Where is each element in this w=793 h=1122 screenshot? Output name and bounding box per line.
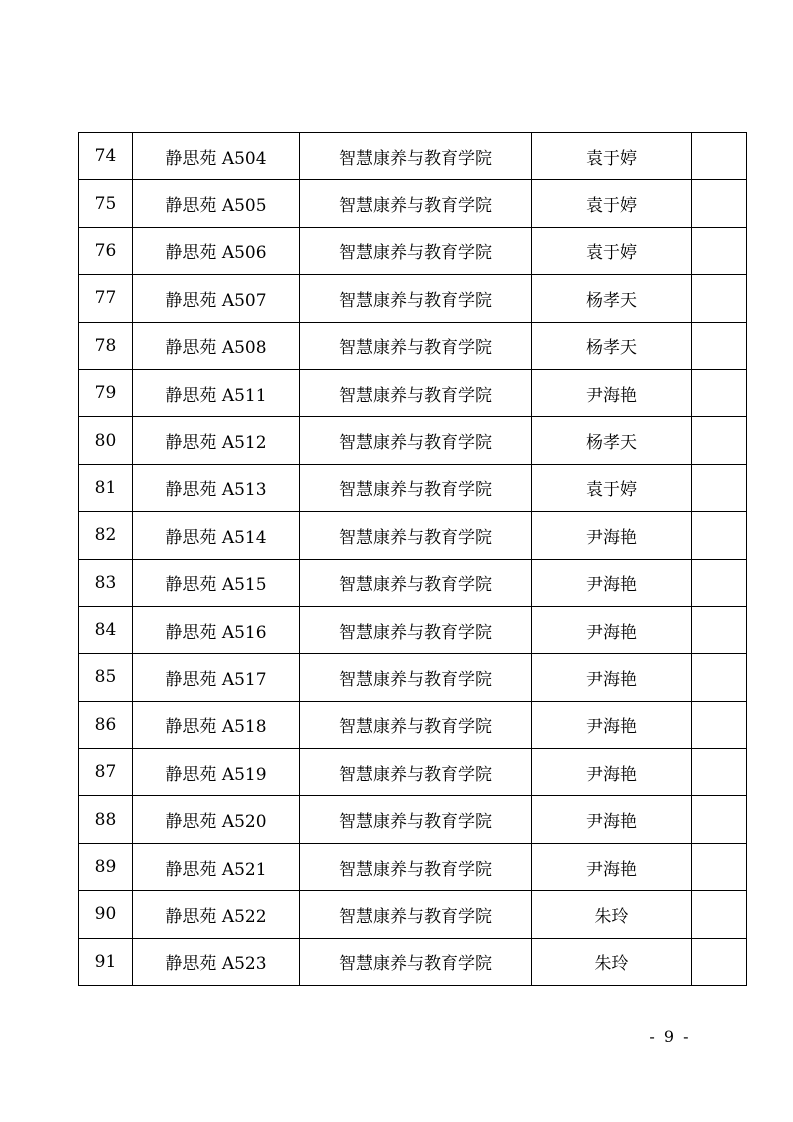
staff-name-cell: 尹海艳 [532,559,692,606]
note-cell [692,606,747,653]
room-cell: 静思苑 A518 [133,701,300,748]
college-cell: 智慧康养与教育学院 [300,369,532,416]
staff-name-cell: 尹海艳 [532,512,692,559]
staff-name-cell: 尹海艳 [532,369,692,416]
college-cell: 智慧康养与教育学院 [300,133,532,180]
row-number-cell: 91 [79,938,133,985]
table-row [79,512,747,559]
row-number-cell: 80 [79,417,133,464]
table-row [79,180,747,227]
college-cell: 智慧康养与教育学院 [300,559,532,606]
table-row [79,749,747,796]
note-cell [692,275,747,322]
table-row [79,654,747,701]
college-cell: 智慧康养与教育学院 [300,891,532,938]
table-row [79,417,747,464]
note-cell [692,464,747,511]
room-cell: 静思苑 A507 [133,275,300,322]
room-cell: 静思苑 A512 [133,417,300,464]
room-cell: 静思苑 A504 [133,133,300,180]
note-cell [692,512,747,559]
row-number-cell: 83 [79,559,133,606]
staff-name-cell: 尹海艳 [532,843,692,890]
college-cell: 智慧康养与教育学院 [300,417,532,464]
row-number-cell: 85 [79,654,133,701]
college-cell: 智慧康养与教育学院 [300,701,532,748]
note-cell [692,654,747,701]
staff-name-cell: 杨孝天 [532,322,692,369]
room-cell: 静思苑 A517 [133,654,300,701]
page-number: - 9 - [649,1027,691,1046]
staff-name-cell: 尹海艳 [532,749,692,796]
table-row [79,559,747,606]
table-row [79,275,747,322]
row-number-cell: 88 [79,796,133,843]
college-cell: 智慧康养与教育学院 [300,464,532,511]
staff-name-cell: 尹海艳 [532,606,692,653]
room-cell: 静思苑 A521 [133,843,300,890]
college-cell: 智慧康养与教育学院 [300,843,532,890]
college-cell: 智慧康养与教育学院 [300,796,532,843]
room-cell: 静思苑 A515 [133,559,300,606]
note-cell [692,559,747,606]
table-row [79,701,747,748]
note-cell [692,796,747,843]
table-row [79,133,747,180]
staff-name-cell: 袁于婷 [532,227,692,274]
table-body [79,133,747,986]
note-cell [692,843,747,890]
dorm-inspection-table [78,132,747,986]
row-number-cell: 89 [79,843,133,890]
staff-name-cell: 朱玲 [532,938,692,985]
note-cell [692,369,747,416]
note-cell [692,417,747,464]
row-number-cell: 78 [79,322,133,369]
college-cell: 智慧康养与教育学院 [300,654,532,701]
staff-name-cell: 袁于婷 [532,133,692,180]
table-row [79,938,747,985]
room-cell: 静思苑 A516 [133,606,300,653]
college-cell: 智慧康养与教育学院 [300,606,532,653]
row-number-cell: 75 [79,180,133,227]
note-cell [692,891,747,938]
table-row [79,464,747,511]
staff-name-cell: 尹海艳 [532,654,692,701]
college-cell: 智慧康养与教育学院 [300,180,532,227]
note-cell [692,180,747,227]
room-cell: 静思苑 A514 [133,512,300,559]
staff-name-cell: 杨孝天 [532,275,692,322]
room-cell: 静思苑 A506 [133,227,300,274]
row-number-cell: 87 [79,749,133,796]
room-cell: 静思苑 A522 [133,891,300,938]
row-number-cell: 90 [79,891,133,938]
room-cell: 静思苑 A513 [133,464,300,511]
room-cell: 静思苑 A508 [133,322,300,369]
college-cell: 智慧康养与教育学院 [300,275,532,322]
staff-name-cell: 袁于婷 [532,464,692,511]
staff-name-cell: 尹海艳 [532,701,692,748]
staff-name-cell: 杨孝天 [532,417,692,464]
note-cell [692,227,747,274]
college-cell: 智慧康养与教育学院 [300,749,532,796]
row-number-cell: 86 [79,701,133,748]
room-cell: 静思苑 A520 [133,796,300,843]
college-cell: 智慧康养与教育学院 [300,227,532,274]
table-row [79,369,747,416]
row-number-cell: 76 [79,227,133,274]
note-cell [692,749,747,796]
row-number-cell: 81 [79,464,133,511]
college-cell: 智慧康养与教育学院 [300,322,532,369]
row-number-cell: 79 [79,369,133,416]
table-row [79,796,747,843]
room-cell: 静思苑 A523 [133,938,300,985]
note-cell [692,701,747,748]
college-cell: 智慧康养与教育学院 [300,938,532,985]
room-cell: 静思苑 A505 [133,180,300,227]
note-cell [692,938,747,985]
row-number-cell: 84 [79,606,133,653]
table-row [79,606,747,653]
staff-name-cell: 袁于婷 [532,180,692,227]
college-cell: 智慧康养与教育学院 [300,512,532,559]
table-row [79,322,747,369]
table-row [79,891,747,938]
note-cell [692,133,747,180]
row-number-cell: 77 [79,275,133,322]
room-cell: 静思苑 A511 [133,369,300,416]
table-row [79,227,747,274]
staff-name-cell: 朱玲 [532,891,692,938]
row-number-cell: 74 [79,133,133,180]
note-cell [692,322,747,369]
room-cell: 静思苑 A519 [133,749,300,796]
table-row [79,843,747,890]
staff-name-cell: 尹海艳 [532,796,692,843]
row-number-cell: 82 [79,512,133,559]
